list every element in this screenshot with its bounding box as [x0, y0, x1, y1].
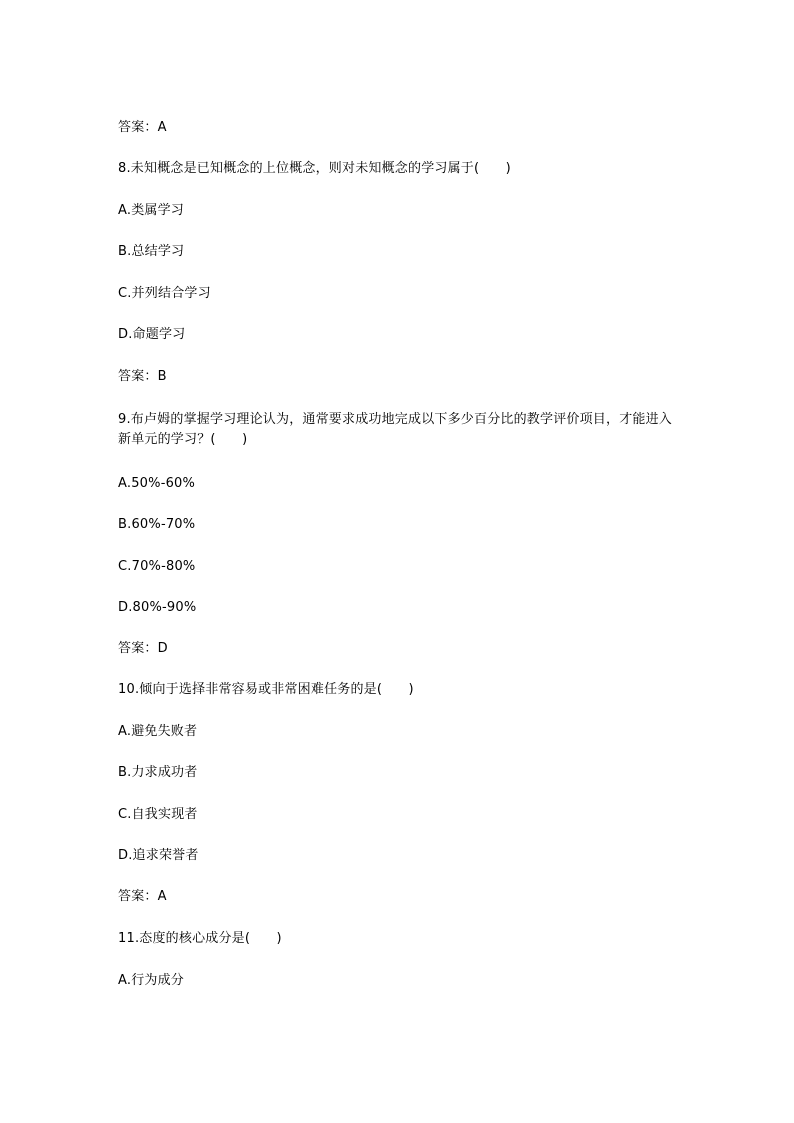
question-10: 10.倾向于选择非常容易或非常困难任务的是( )	[118, 682, 414, 697]
option-8b: B.总结学习	[118, 244, 185, 259]
option-9a: A.50%-60%	[118, 476, 196, 491]
answer-10: 答案：A	[118, 889, 167, 904]
option-9b: B.60%-70%	[118, 517, 196, 532]
option-10a: A.避免失败者	[118, 724, 198, 739]
option-8d: D.命题学习	[118, 327, 186, 342]
question-9: 9.布卢姆的掌握学习理论认为，通常要求成功地完成以下多少百分比的教学评价项目，才能进入新单元的学习？( )	[118, 412, 673, 447]
answer-7: 答案：A	[118, 120, 167, 135]
option-9d: D.80%-90%	[118, 600, 197, 615]
question-8: 8.未知概念是已知概念的上位概念，则对未知概念的学习属于( )	[118, 161, 511, 176]
option-9c: C.70%-80%	[118, 559, 196, 574]
option-10c: C.自我实现者	[118, 807, 198, 822]
option-11a: A.行为成分	[118, 973, 184, 988]
option-8a: A.类属学习	[118, 203, 184, 218]
option-10d: D.追求荣誉者	[118, 848, 199, 863]
option-10b: B.力求成功者	[118, 765, 198, 780]
option-8c: C.并列结合学习	[118, 286, 211, 301]
question-11: 11.态度的核心成分是( )	[118, 931, 282, 946]
answer-8: 答案：B	[118, 369, 167, 384]
answer-9: 答案：D	[118, 641, 168, 656]
